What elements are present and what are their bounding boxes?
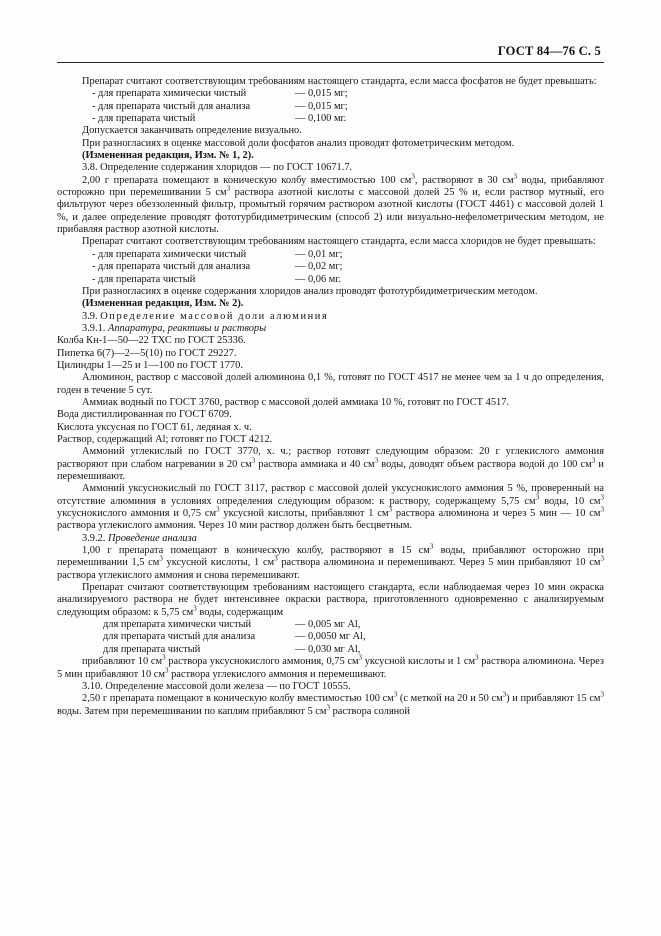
superscript-3: 3 — [475, 653, 479, 662]
text-fragment: раствора азотной кислоты с массовой долей 25 % и, если раствор мутный, его фильтруют через обеззоленный фильтр, промытый горячим раствором азотной кислоты (ГОСТ 4461) с массовой долей 1 %, и далее определение проводят фототурбидиметрическим (способ 2) или визуально-нефелометрическим методом, не прибавляя раствор азотной кислоты. — [57, 187, 604, 236]
text-fragment: 2,50 г препарата помещают в коническую колбу вместимостью 100 см — [82, 693, 394, 705]
document-body — [57, 76, 604, 718]
text-fragment: Аммоний уксуснокислый по ГОСТ 3117, раствор с массовой долей уксуснокислого аммония 5 %, проверенный на отсутствие алюминия в условиях определения следующим образом: к раствору, содержащему 5,75 см — [57, 483, 604, 507]
list-item — [57, 101, 604, 113]
superscript-3: 3 — [411, 172, 415, 181]
paragraph-visual-allowed: Допускается заканчивать определение визуально. — [82, 125, 302, 137]
paragraph-3-10-procedure — [57, 690, 605, 718]
paragraph-pipetka: Пипетка 6(7)—2—5(10) по ГОСТ 29227. — [57, 347, 237, 359]
superscript-3: 3 — [374, 456, 379, 465]
section-number: 3.9. — [82, 310, 98, 322]
limit-value: — 0,100 мг. — [295, 113, 347, 125]
paragraph-3-9-2-procedure — [57, 542, 604, 582]
aluminium-limits-list — [57, 619, 604, 656]
paragraph-ammiak: Аммиак водный по ГОСТ 3760, раствор с массовой долей аммиака 10 %, готовят по ГОСТ 4517. — [82, 396, 509, 408]
superscript-3: 3 — [600, 505, 604, 514]
text-fragment: воды, содержащим — [196, 606, 284, 618]
limit-value: — 0,015 мг; — [295, 100, 348, 112]
text-fragment: , растворяют в 30 см — [414, 174, 514, 186]
text-fragment: воды, 10 см — [539, 495, 601, 507]
text-fragment: раствора углекислого аммония. Через 10 мин раствор должен быть бесцветным. — [57, 520, 413, 532]
section-3-9-1-heading — [57, 323, 604, 335]
paragraph-aluminon: Алюминон, раствор с массовой долей алюминона 0,1 %, готовят по ГОСТ 4517 не менее чем за 1 ч до определения, годен в течение 5 сут. — [57, 372, 604, 396]
superscript-3: 3 — [216, 505, 220, 514]
section-title: Проведение анализа — [108, 532, 197, 544]
paragraph-revision-1-2: (Измененная редакция, Изм. № 1, 2). — [82, 150, 254, 162]
superscript-3: 3 — [600, 690, 605, 699]
superscript-3: 3 — [358, 653, 363, 662]
text-fragment: уксусной кислоты и 1 см — [362, 656, 476, 668]
text-fragment: раствора алюминона и через 5 мин — 10 см — [392, 508, 601, 520]
superscript-3: 3 — [274, 554, 278, 563]
text-fragment: уксусной кислоты, прибавляют 1 см — [219, 508, 389, 520]
text-fragment: (с меткой на 20 и 50 см — [397, 693, 503, 705]
paragraph-aluminium-intro — [57, 582, 604, 619]
superscript-3: 3 — [600, 554, 604, 563]
text-fragment: воды, прибавляют осторожно при перемешивании 5 см — [57, 174, 604, 199]
text-fragment: прибавляют 10 см — [82, 656, 163, 668]
list-item — [57, 113, 604, 125]
limit-value: — 0,02 мг; — [295, 261, 343, 273]
section-3-9-heading — [57, 311, 604, 323]
paragraph-kislota-uksusnaya: Кислота уксусная по ГОСТ 61, ледяная х. ч. — [57, 421, 252, 433]
text-fragment: 1,00 г препарата помещают в коническую колбу, растворяют в 15 см — [82, 545, 430, 557]
limit-value: — 0,06 мг. — [295, 273, 342, 285]
list-item — [57, 619, 604, 631]
limit-label: - для препарата чистый для анализа — [92, 100, 251, 112]
list-item — [57, 261, 604, 273]
list-item — [57, 88, 604, 100]
section-number: 3.9.1. — [82, 322, 106, 334]
section-number: 3.9.2. — [82, 532, 106, 544]
superscript-3: 3 — [591, 456, 596, 465]
superscript-3: 3 — [193, 604, 197, 613]
list-item — [57, 644, 604, 656]
superscript-3: 3 — [159, 554, 163, 563]
superscript-3: 3 — [502, 690, 507, 699]
paragraph-3-8-procedure — [57, 172, 604, 237]
text-fragment: уксуснокислого аммония и 0,75 см — [57, 508, 217, 520]
superscript-3: 3 — [326, 703, 330, 712]
list-item — [57, 274, 604, 286]
paragraph-disagreement-chlorides: При разногласиях в оценке содержания хлоридов анализ проводят фототурбидиметрическим методом. — [82, 285, 538, 297]
text-fragment: раствора соляной — [329, 705, 410, 717]
text-fragment: ) и прибавляют 15 см — [506, 693, 601, 705]
limit-label: - для препарата химически чистый — [92, 88, 247, 100]
text-fragment: воды. Затем при перемешивании по каплям прибавляют 5 см — [57, 705, 327, 717]
paragraph-ammonii-uglekislyi — [57, 446, 604, 483]
text-fragment: Препарат считают соответствующим требованиям настоящего стандарта, если наблюдаемая через 10 мин окраска анализируемого раствора не будет интенсивнее окраски раствора, приготовленного одновременно с анализируемым следующим образом: к 5,75 см — [57, 582, 604, 618]
text-fragment: воды, доводят объем раствора водой до 100 см — [378, 458, 592, 470]
limit-label: - для препарата чистый — [92, 113, 196, 125]
paragraph-ammonii-uksusnokislyi — [57, 483, 604, 532]
limit-label: для препарата химически чистый — [103, 619, 252, 631]
paragraph-rastvor-al: Раствор, содержащий Al; готовят по ГОСТ 4212. — [57, 433, 273, 445]
paragraph-disagreement-phosphates: При разногласиях в оценке массовой доли фосфатов анализ проводят фотометрическим методом. — [82, 137, 515, 149]
list-item — [57, 249, 604, 261]
limit-label: - для препарата химически чистый — [92, 248, 247, 260]
text-fragment: раствора алюминона. Через 5 мин прибавляют 10 см — [57, 656, 604, 680]
section-title: Определение массовой доли алюминия — [100, 310, 329, 322]
text-fragment: 2,00 г препарата помещают в коническую колбу вместимостью 100 см — [82, 174, 412, 186]
list-item — [57, 631, 604, 643]
page-header-title: ГОСТ 84—76 С. 5 — [497, 44, 601, 58]
superscript-3: 3 — [226, 184, 231, 193]
text-fragment: раствора углекислого аммония и снова перемешивают. — [57, 569, 300, 581]
text-fragment: Аммоний углекислый по ГОСТ 3770, х. ч.; раствор готовят следующим образом: 20 г углекислого аммония растворяют при слабом нагревании в 20 см — [57, 446, 604, 470]
superscript-3: 3 — [393, 690, 398, 699]
section-3-10-heading: 3.10. Определение массовой доли железа — по ГОСТ 10555. — [82, 680, 351, 692]
section-3-8-heading: 3.8. Определение содержания хлоридов — по ГОСТ 10671.7. — [82, 162, 353, 174]
superscript-3: 3 — [251, 456, 256, 465]
chloride-limits-list — [57, 249, 604, 286]
limit-value: — 0,005 мг Al, — [295, 619, 361, 631]
text-fragment: раствора уксуснокислого аммония, 0,75 см — [165, 656, 359, 668]
limit-label: - для препарата чистый — [92, 273, 196, 285]
superscript-3: 3 — [162, 653, 166, 662]
text-fragment: раствора аммиака и 40 см — [255, 458, 375, 470]
paragraph-cilindry: Цилиндры 1—25 и 1—100 по ГОСТ 1770. — [57, 359, 243, 371]
section-title: Аппаратура, реактивы и растворы — [108, 322, 267, 334]
text-fragment: уксусной кислоты, 1 см — [162, 557, 275, 569]
limit-label: для препарата чистый — [103, 643, 201, 655]
section-3-9-2-heading — [57, 533, 604, 545]
superscript-3: 3 — [388, 505, 393, 514]
superscript-3: 3 — [535, 493, 540, 502]
superscript-3: 3 — [164, 666, 169, 675]
text-fragment: воды, прибавляют осторожно при перемешивании 1,5 см — [57, 545, 604, 569]
paragraph-chlorides-intro: Препарат считают соответствующим требованиям настоящего стандарта, если масса хлоридов не будет превышать: — [82, 236, 596, 248]
header-rule — [57, 62, 604, 63]
limit-value: — 0,0050 мг Al, — [295, 631, 366, 643]
paragraph-revision-2: (Измененная редакция, Изм. № 2). — [82, 298, 244, 310]
limit-value: — 0,01 мг; — [295, 248, 343, 260]
page-header — [60, 42, 601, 60]
paragraph-phosphates-intro: Препарат считают соответствующим требованиям настоящего стандарта, если масса фосфатов не будет превышать: — [82, 76, 597, 87]
paragraph-kolba: Колба Кн-1—50—22 ТХС по ГОСТ 25336. — [57, 335, 246, 347]
limit-value: — 0,030 мг Al, — [295, 643, 361, 655]
phosphate-limits-list — [57, 88, 604, 125]
limit-label: для препарата чистый для анализа — [103, 631, 256, 643]
superscript-3: 3 — [429, 542, 434, 551]
superscript-3: 3 — [513, 172, 518, 181]
paragraph-voda: Вода дистиллированная по ГОСТ 6709. — [57, 409, 232, 421]
superscript-3: 3 — [600, 493, 605, 502]
limit-label: - для препарата чистый для анализа — [92, 261, 251, 273]
text-fragment: раствора алюминона и перемешивают. Через 5 мин прибавляют 10 см — [277, 557, 601, 569]
limit-value: — 0,015 мг; — [295, 88, 348, 100]
paragraph-aluminium-tail — [57, 653, 604, 681]
text-fragment: раствора углекислого аммония и перемешивают. — [168, 668, 387, 680]
text-fragment: и перемешивают. — [57, 458, 604, 482]
